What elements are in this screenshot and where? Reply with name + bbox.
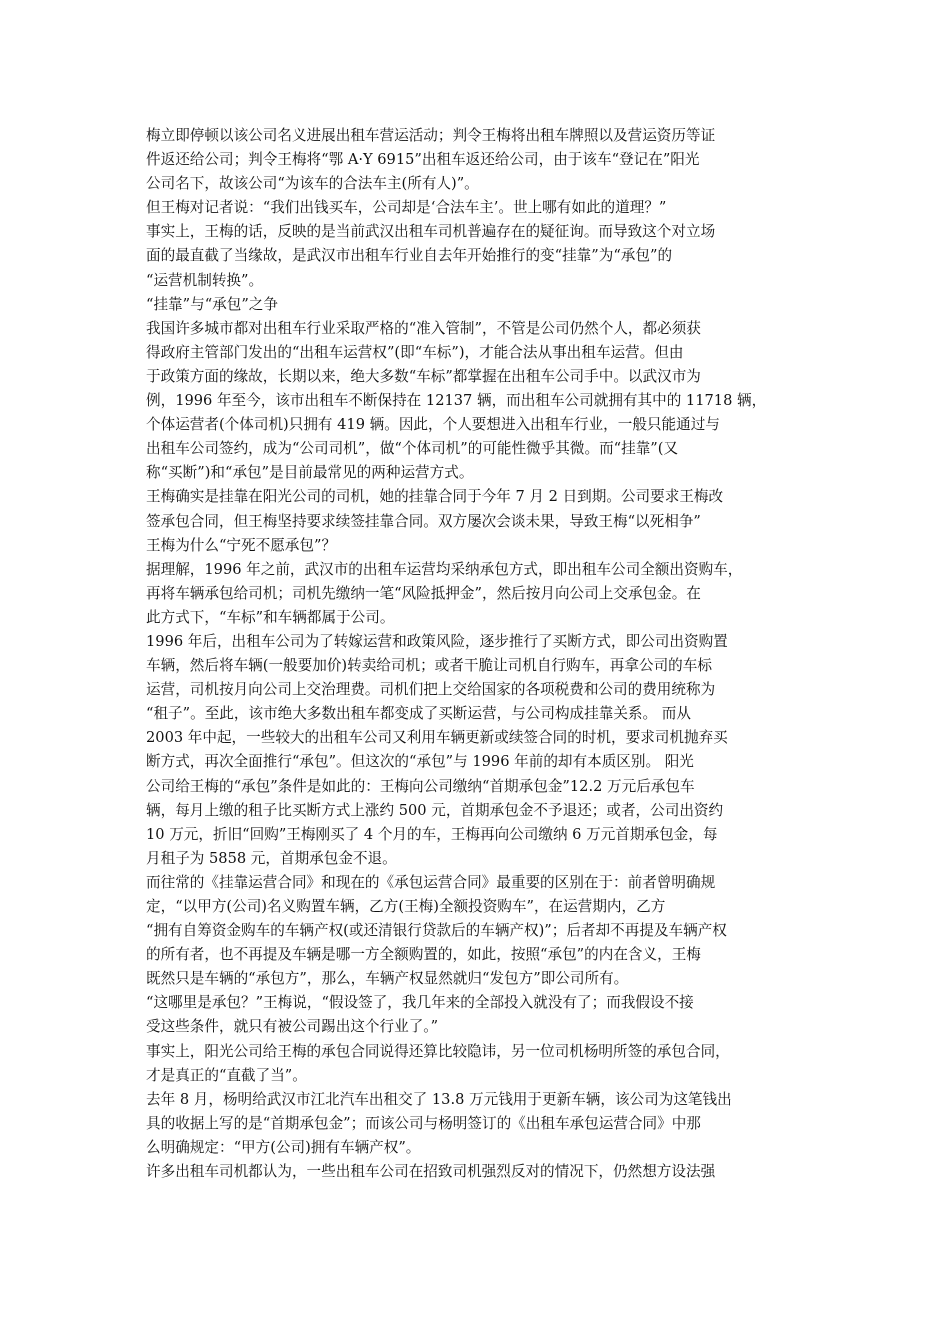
text-line: 断方式，再次全面推行“承包”。但这次的“承包”与 1996 年前的却有本质区别。 阳光 <box>146 753 694 771</box>
text-line: 于政策方面的缘故，长期以来，绝大多数“车标”都掌握在出租车公司手中。以武汉市为 <box>146 367 701 385</box>
text-line: 月租子为 5858 元，首期承包金不退。 <box>146 849 397 867</box>
article-body <box>146 124 816 1184</box>
text-line: 许多出租车司机都认为，一些出租车公司在招致司机强烈反对的情况下，仍然想方设法强 <box>146 1163 716 1181</box>
text-line: 2003 年中起，一些较大的出租车公司又利用车辆更新或续签合同的时机，要求司机抛弃买 <box>146 729 728 747</box>
text-line: “运营机制转换”。 <box>146 271 264 289</box>
text-line: 得政府主管部门发出的“出租车运营权”(即“车标”)，才能合法从事出租车运营。但由 <box>146 343 684 361</box>
text-line: 的所有者，也不再提及车辆是哪一方全额购置的，如此，按照“承包”的内在含义，王梅 <box>146 946 701 964</box>
text-line: “挂靠”与“承包”之争 <box>146 295 278 313</box>
text-line: 个体运营者(个体司机)只拥有 419 辆。因此，个人要想进入出租车行业，一般只能通过与 <box>146 416 720 434</box>
text-line: 面的最直截了当缘故，是武汉市出租车行业自去年开始推行的变“挂靠”为“承包”的 <box>146 247 673 265</box>
text-line: 签承包合同，但王梅坚持要求续签挂靠合同。双方屡次会谈未果，导致王梅“以死相争” <box>146 512 701 530</box>
text-line: 但王梅对记者说：“我们出钱买车，公司却是‘合法车主’。世上哪有如此的道理？” <box>146 199 667 217</box>
text-line: 运营，司机按月向公司上交治理费。司机们把上交给国家的各项税费和公司的费用统称为 <box>146 681 716 699</box>
text-line: “这哪里是承包？”王梅说，“假设签了，我几年来的全部投入就没有了；而我假设不接 <box>146 994 694 1012</box>
text-line: 例，1996 年至今，该市出租车不断保持在 12137 辆，而出租车公司就拥有其中的 11718 辆， <box>146 392 767 410</box>
text-line: 去年 8 月，杨明给武汉市江北汽车出租交了 13.8 万元钱用于更新车辆，该公司为这笔钱出 <box>146 1090 732 1108</box>
text-line: 受这些条件，就只有被公司踢出这个行业了。” <box>146 1018 439 1036</box>
text-line: 既然只是车辆的“承包方”，那么，车辆产权显然就归“发包方”即公司所有。 <box>146 970 629 988</box>
text-line: 件返还给公司；判令王梅将“鄂 A·Y 6915”出租车返还给公司，由于该车“登记在”阳光 <box>146 151 700 169</box>
text-line: 具的收据上写的是“首期承包金”；而该公司与杨明签订的《出租车承包运营合同》中那 <box>146 1114 701 1132</box>
text-line: 王梅为什么“宁死不愿承包”？ <box>146 536 337 554</box>
text-line: 辆，每月上缴的租子比买断方式上涨约 500 元，首期承包金不予退还；或者，公司出资约 <box>146 801 724 819</box>
text-line: 1996 年后，出租车公司为了转嫁运营和政策风险，逐步推行了买断方式，即公司出资购置 <box>146 632 728 650</box>
text-line: 公司给王梅的“承包”条件是如此的：王梅向公司缴纳“首期承包金”12.2 万元后承包车 <box>146 777 695 795</box>
text-line: 车辆，然后将车辆(一般要加价)转卖给司机；或者干脆让司机自行购车，再拿公司的车标 <box>146 657 712 675</box>
text-line: “拥有自筹资金购车的车辆产权(或还清银行贷款后的车辆产权)”；后者却不再提及车辆产权 <box>146 922 727 940</box>
text-line: 才是真正的“直截了当”。 <box>146 1066 307 1084</box>
text-line: 称“买断”)和“承包”是目前最常见的两种运营方式。 <box>146 464 474 482</box>
text-line: 王梅确实是挂靠在阳光公司的司机，她的挂靠合同于今年 7 月 2 日到期。公司要求王梅改 <box>146 488 724 506</box>
text-line: 据理解，1996 年之前，武汉市的出租车运营均采纳承包方式，即出租车公司全额出资购车， <box>146 560 743 578</box>
text-line: 此方式下，“车标”和车辆都属于公司。 <box>146 608 395 626</box>
text-line: 事实上，阳光公司给王梅的承包合同说得还算比较隐讳，另一位司机杨明所签的承包合同， <box>146 1042 730 1060</box>
text-line: 而往常的《挂靠运营合同》和现在的《承包运营合同》最重要的区别在于：前者曾明确规 <box>146 873 716 891</box>
text-line: 么明确规定：“甲方(公司)拥有车辆产权”。 <box>146 1138 421 1156</box>
text-line: 公司名下，故该公司“为该车的合法车主(所有人)”。 <box>146 175 479 193</box>
text-line: 事实上，王梅的话，反映的是当前武汉出租车司机普遍存在的疑征询。而导致这个对立场 <box>146 223 716 241</box>
text-line: “租子”。至此，该市绝大多数出租车都变成了买断运营，与公司构成挂靠关系。 而从 <box>146 705 691 723</box>
text-line: 我国许多城市都对出租车行业采取严格的“准入管制”，不管是公司仍然个人，都必须获 <box>146 319 701 337</box>
text-line: 出租车公司签约，成为“公司司机”，做“个体司机”的可能性微乎其微。而“挂靠”(又 <box>146 440 679 458</box>
text-line: 定，“以甲方(公司)名义购置车辆，乙方(王梅)全额投资购车”，在运营期内，乙方 <box>146 898 666 915</box>
text-line: 10 万元，折旧“回购”王梅刚买了 4 个月的车，王梅再向公司缴纳 6 万元首期承包金，每 <box>146 825 718 843</box>
text-line: 梅立即停顿以该公司名义进展出租车营运活动；判令王梅将出租车牌照以及营运资历等证 <box>146 127 716 144</box>
text-line: 再将车辆承包给司机；司机先缴纳一笔“风险抵押金”，然后按月向公司上交承包金。在 <box>146 584 701 602</box>
